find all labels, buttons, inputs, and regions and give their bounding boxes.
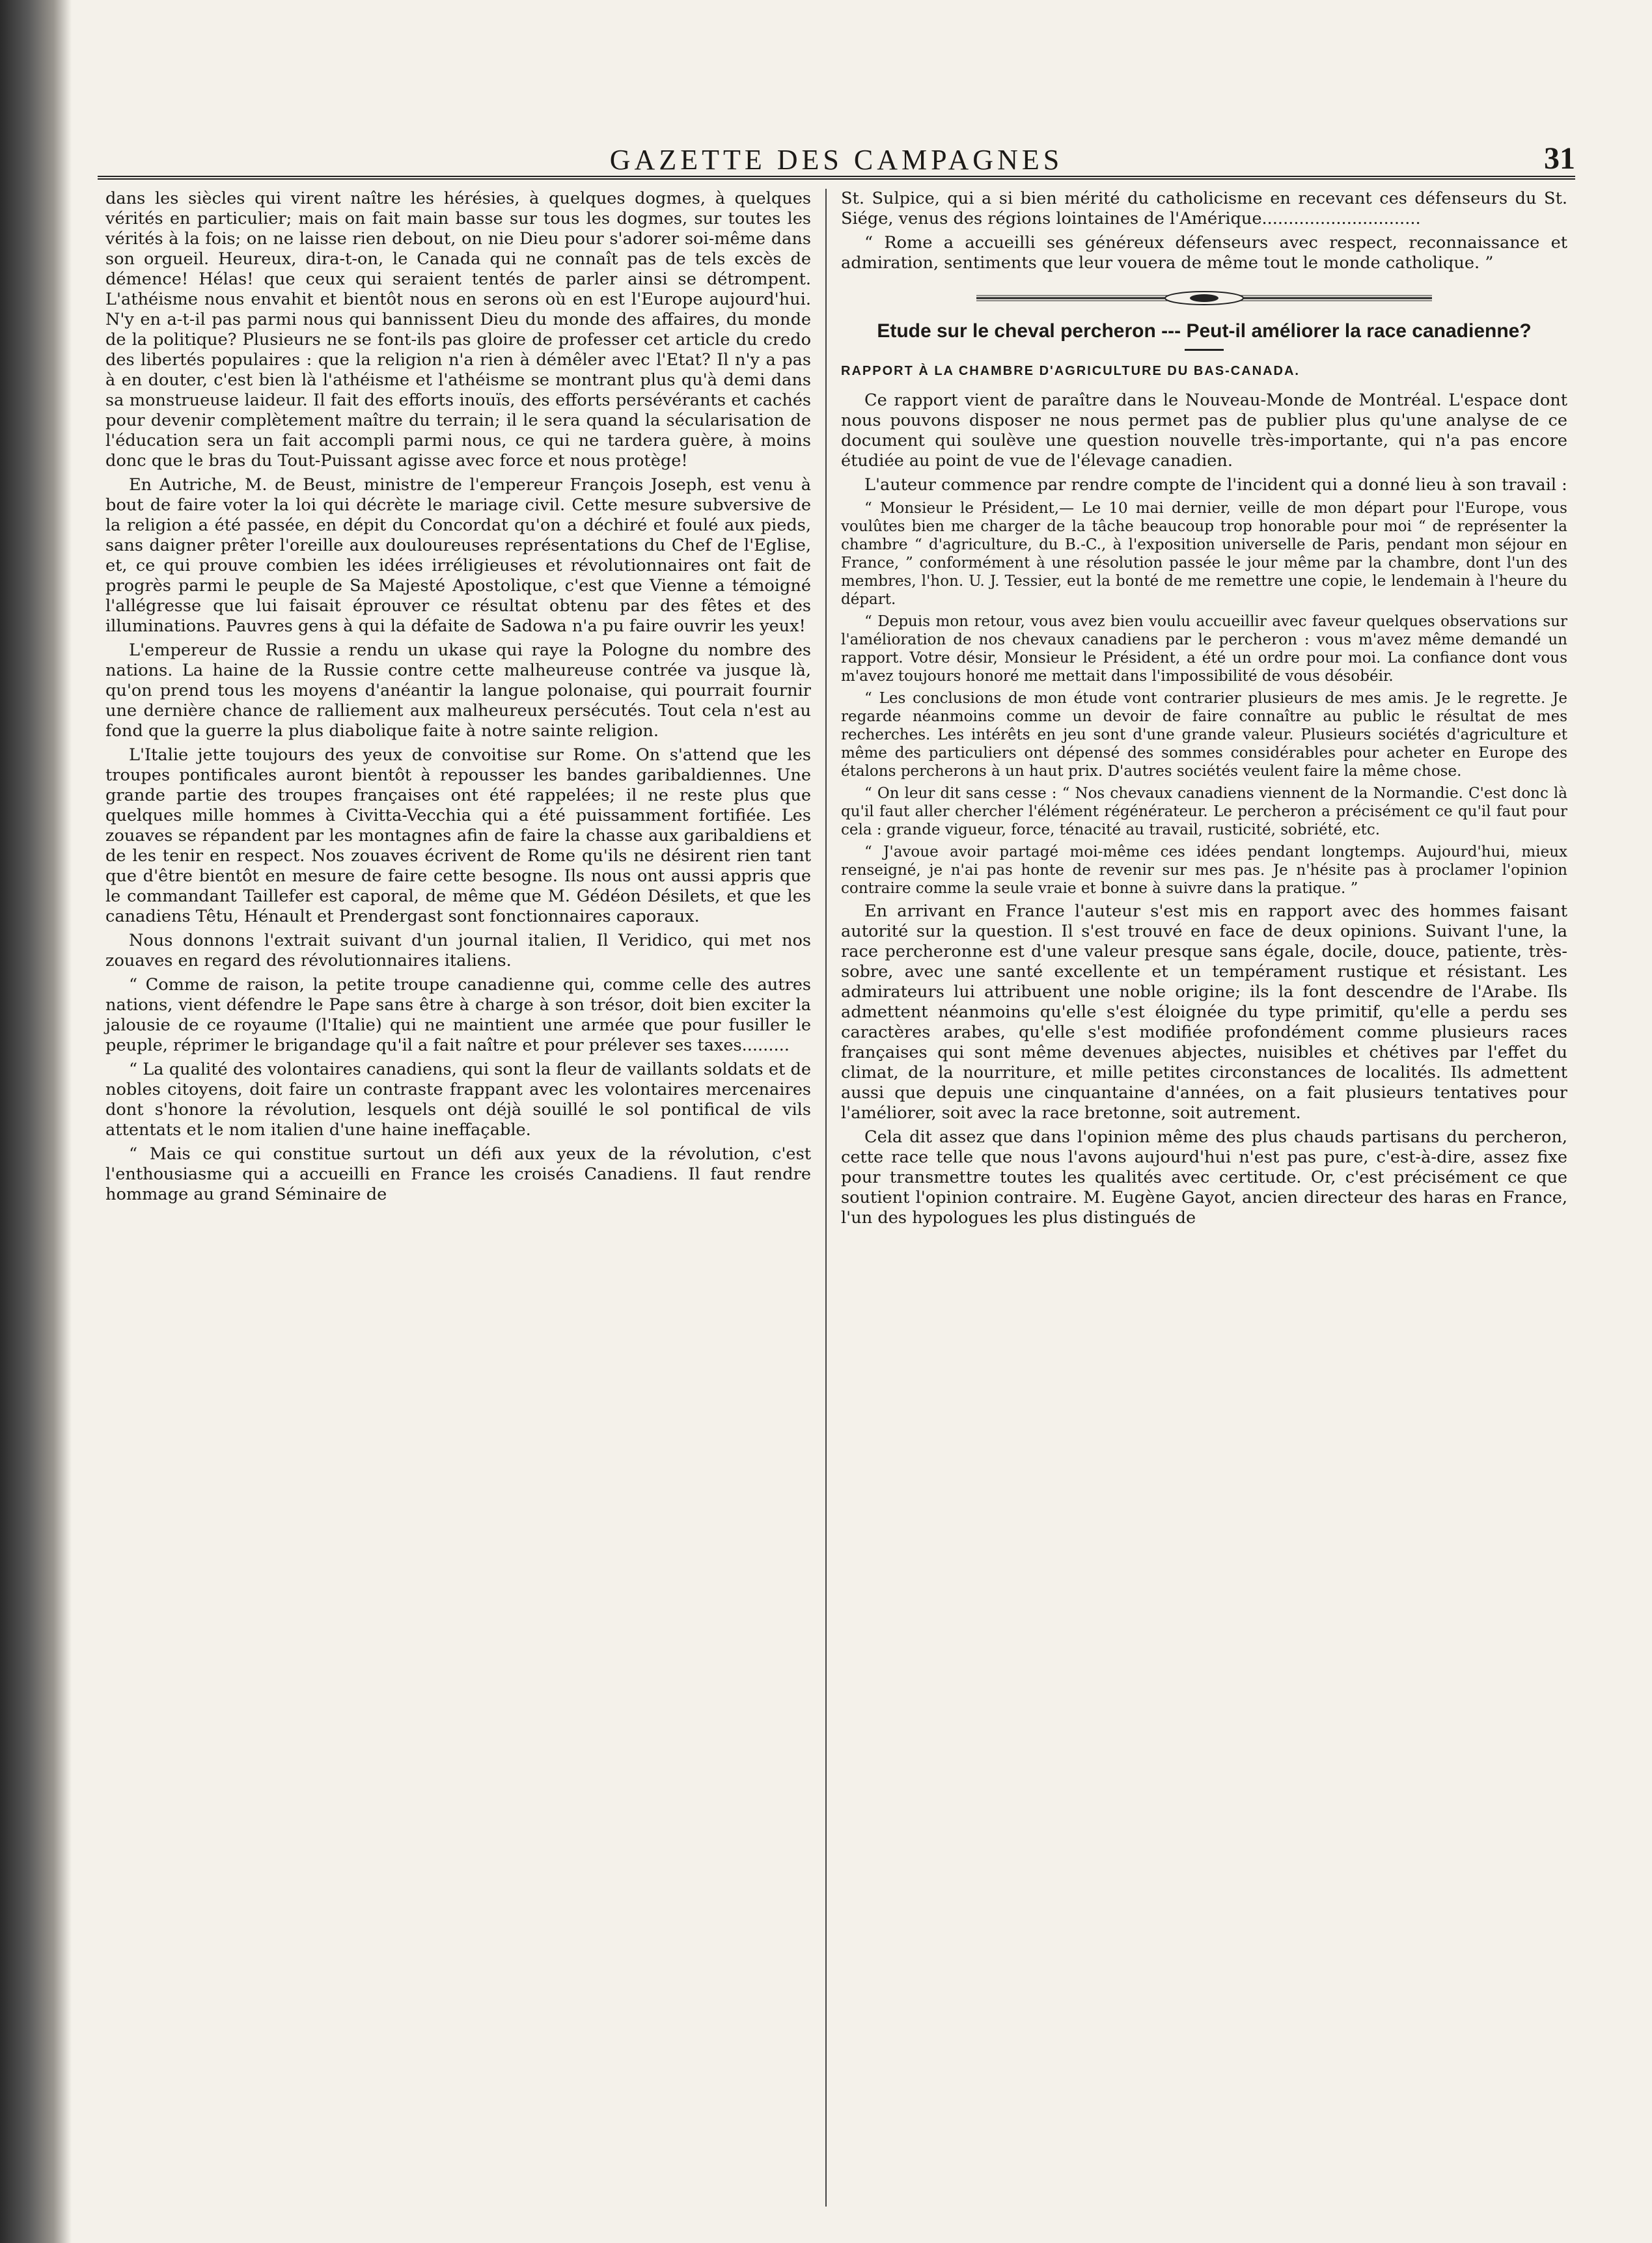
article-paragraph: L'auteur commence par rendre compte de l'incident qui a donné lieu à son travail : xyxy=(864,475,1567,495)
left-paragraph: dans les siècles qui virent naître les hérésies, à quelques dogmes, à quelques vérités en particulier; mais on fait main basse sur tous les dogmes, sur toutes les vérités à la fois; on ne laisse rien debout, on nie Dieu pour s'adorer soi-même dans son orgueil. Heureux, dira-t-on, le Canada qui ne connaît pas de tels excès de démence! Hélas! que ceux qui seraient tentés de parler ainsi se détrompent. L'athéisme nous envahit et bientôt nous en serons où en est l'Europe aujourd'hui. N'y en a-t-il pas parmi nous qui bannissent Dieu du monde des affaires, du monde de la politique? Plusieurs ne se font-ils pas gloire de professer cet article du credo des libertés populaires : que la religion n'a rien à démêler avec l'Etat? Il n'y a pas à en douter, c'est bien là l'athéisme et l'athéisme se montrant plus qu'à demi dans sa monstrueuse laideur. Il fait des efforts inouïs, des efforts persévérants et cachés pour devenir complètement maître du terrain; il le sera quand la sécularisation de l'éducation sera un fait accompli parmi nous, ce qui ne tardera guère, à moins donc que le bras du Tout-Puissant agisse avec force et nous protège! xyxy=(105,189,811,471)
right-intro-paragraph: “ Rome a accueilli ses généreux défenseurs avec respect, reconnaissance et admiration, sentiments que leur vouera de même tout le monde catholique. ” xyxy=(841,233,1567,273)
page-header xyxy=(98,98,1575,180)
page-number: 31 xyxy=(1544,141,1575,176)
page-binding-shadow xyxy=(0,0,72,2243)
right-intro-paragraph: St. Sulpice, qui a si bien mérité du catholicisme en recevant ces défenseurs du St. Siége, venus des régions lointaines de l'Amérique.............................. xyxy=(841,189,1567,228)
left-paragraph: L'Italie jette toujours des yeux de convoitise sur Rome. On s'attend que les troupes pontificales auront bientôt à repousser les bandes garibaldiennes. Une grande partie des troupes françaises ont été rappelées; il ne reste plus que quelques mille hommes à Civitta-Vecchia qui a été puissamment fortifiée. Les zouaves se répandent par les montagnes afin de faire la chasse aux garibaldiens et de les tenir en respect. Nos zouaves écrivent de Rome qu'ils ne désirent rien tant que d'être bientôt en mesure de faire cette besogne. Ils nous ont aussi appris que le commandant Taillefer est caporal, de même que M. Gédéon Désilets, et que les canadiens Têtu, Hénault et Prendergast sont fonctionnaires caporaux. xyxy=(105,745,811,926)
article-paragraph: En arrivant en France l'auteur s'est mis en rapport avec des hommes faisant autorité sur la question. Il s'est trouvé en face de deux opinions. Suivant l'une, la race percheronne est d'une valeur presque sans égale, docile, douce, patiente, très-sobre, avec une santé excellente et un tempérament rustique et résistant. Les admirateurs lui attribuent une noble origine; ils la font descendre de l'Arabe. Ils admettent néanmoins qu'elle s'est éloignée du type primitif, qu'elle a perdu ses caractères arabes, qu'elle s'est modifiée profondément comme plusieurs races françaises qui sont même devenues abjectes, nuisibles et chétives par l'effet du climat, de la nourriture, et mille petites circonstances de localités. Ils admettent aussi que depuis une cinquantaine d'années, on a fait plusieurs tentatives pour l'améliorer, soit avec la race bretonne, soit autrement. xyxy=(841,901,1567,1123)
quoted-paragraph: “ Depuis mon retour, vous avez bien voulu accueillir avec faveur quelques observations sur l'amélioration de nos chevaux canadiens par le percheron : vous m'avez même demandé un rapport. Votre désir, Monsieur le Président, a été un ordre pour moi. La confiance dont vous m'avez toujours honoré me mettait dans l'impossibilité de vous désobéir. xyxy=(841,613,1567,685)
article-paragraph: Cela dit assez que dans l'opinion même des plus chauds partisans du percheron, cette race telle que nous l'avons aujourd'hui n'est pas pure, c'est-à-dire, assez fixe pour transmettre toutes les qualités avec certitude. Or, c'est précisément ce que soutient l'opinion contraire. M. Eugène Gayot, ancien directeur des haras en France, l'un des hypologues les plus distingués de xyxy=(841,1127,1567,1228)
quoted-paragraph: “ Monsieur le Président,— Le 10 mai dernier, veille de mon départ pour l'Europe, vous voulûtes bien me charger de la tâche beaucoup trop honorable pour moi “ de représenter la chambre “ d'agriculture, du B.-C., à l'exposition universelle de Paris, pendant mon séjour en France, ” conformément à une résolution passée le jour même par la chambre, dont l'un des membres, l'hon. U. J. Tessier, eut la bonté de me remettre une copie, le lendemain à l'heure du départ. xyxy=(841,500,1567,608)
left-paragraph: L'empereur de Russie a rendu un ukase qui raye la Pologne du nombre des nations. La haine de la Russie contre cette malheureuse contrée va jusque là, qu'on prend tous les moyens d'anéantir la langue polonaise, qui pourrait fournir une dernière chance de ralliement aux malheureux persécutés. Tout cela n'est au fond que la guerre la plus diabolique faite à notre sainte religion. xyxy=(105,640,811,741)
ornamental-divider xyxy=(976,290,1432,306)
article-paragraph: Ce rapport vient de paraître dans le Nouveau-Monde de Montréal. L'espace dont nous pouvons disposer ne nous permet pas de publier plus qu'une analyse de ce document qui soulève une question nouvelle très-importante, qui n'a pas encore étudiée au point de vue de l'élevage canadien. xyxy=(841,391,1567,471)
text-columns xyxy=(98,189,1575,2207)
quoted-paragraph: “ J'avoue avoir partagé moi-même ces idées pendant longtemps. Aujourd'hui, mieux renseigné, je n'ai pas honte de revenir sur mes pas. Je n'hésite pas à proclamer l'opinion contraire comme la seule vraie et bonne à suivre dans la pratique. ” xyxy=(841,844,1567,897)
title-dash xyxy=(1185,349,1224,351)
article-title: Etude sur le cheval percheron --- Peut-il améliorer la race canadienne? xyxy=(877,320,1532,342)
right-column xyxy=(827,189,1575,2207)
quoted-paragraph: “ On leur dit sans cesse : “ Nos chevaux canadiens viennent de la Normandie. C'est donc là qu'il faut aller chercher l'élément régénérateur. Le percheron a précisément ce qu'il faut pour cela : grande vigueur, force, ténacité au travail, rusticité, sobriété, etc. xyxy=(841,785,1567,838)
newspaper-page xyxy=(98,98,1575,2207)
publication-title: GAZETTE DES CAMPAGNES xyxy=(609,144,1064,176)
quoted-paragraph: “ Les conclusions de mon étude vont contrarier plusieurs de mes amis. Je le regrette. Je regarde néanmoins comme un devoir de faire connaître au public le résultat de mes recherches. Les intérêts en jeu sont d'une grande valeur. Plusieurs sociétés d'agriculture et même des particuliers ont dépensé des sommes considérables pour acheter en Europe des étalons percherons à un haut prix. D'autres sociétés veulent faire la même chose. xyxy=(841,690,1567,780)
left-paragraph: En Autriche, M. de Beust, ministre de l'empereur François Joseph, est venu à bout de faire voter la loi qui décrète le mariage civil. Cette mesure subversive de la religion a été passée, en dépit du Concordat qu'on a déchiré et foulé aux pieds, sans daigner prêter l'oreille aux douloureuses représentations du Chef de l'Eglise, et, ce qui prouve combien les idées irréligieuses et révolutionnaires ont fait de progrès parmi le peuple de Sa Majesté Apostolique, c'est que Vienne a témoigné l'allégresse que lui faisait éprouver ce résultat obtenu par des fêtes et des illuminations. Pauvres gens à qui la défaite de Sadowa n'a pu faire ouvrir les yeux! xyxy=(105,475,811,636)
left-paragraph: Nous donnons l'extrait suivant d'un journal italien, Il Veridico, qui met nos zouaves en regard des révolutionnaires italiens. xyxy=(105,931,811,970)
left-paragraph: “ Comme de raison, la petite troupe canadienne qui, comme celle des autres nations, vient défendre le Pape sans être à charge à son trésor, doit bien exciter la jalousie de ce royaume (l'Italie) qui ne maintient une armée que pour fusiller le peuple, réprimer le brigandage qu'il a fait naître et pour prélever ses taxes......... xyxy=(105,975,811,1055)
left-column xyxy=(98,189,827,2207)
article-subtitle: RAPPORT À LA CHAMBRE D'AGRICULTURE DU BAS-CANADA. xyxy=(841,364,1300,378)
left-paragraph: “ La qualité des volontaires canadiens, qui sont la fleur de vaillants soldats et de nobles citoyens, doit faire un contraste frappant avec les volontaires mercenaires dont s'honore la révolution, lesquels ont déjà souillé le sol pontifical de vils attentats et le nom italien d'une haine ineffaçable. xyxy=(105,1060,811,1140)
left-paragraph: “ Mais ce qui constitue surtout un défi aux yeux de la révolution, c'est l'enthousiasme qui a accueilli en France les croisés Canadiens. Il faut rendre hommage au grand Séminaire de xyxy=(105,1144,811,1204)
